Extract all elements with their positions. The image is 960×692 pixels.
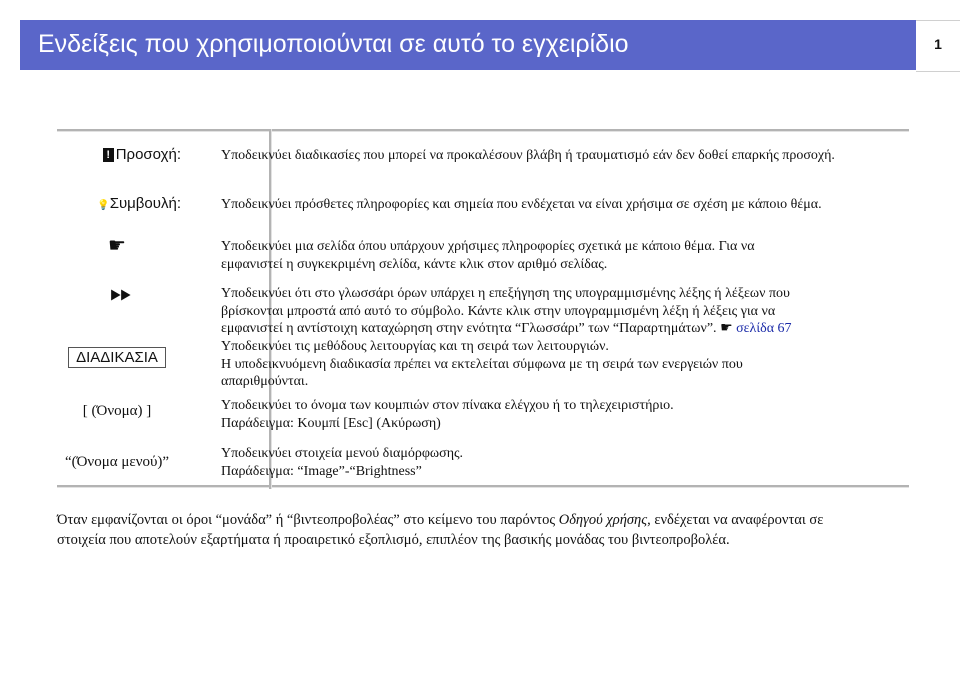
pointing-hand-icon: ☛ — [108, 233, 126, 257]
footer-note: Όταν εμφανίζονται οι όροι “μονάδα” ή “βιντεοπροβολέας” στο κείμενο του παρόντος Οδηγού χρήσης, ενδέχεται να αναφέρονται σε στοιχεία που αποτελούν εξαρτήματα ή προαιρετικό εξοπλισμό, επιπλέον της βασικής μονάδας του βιντεοπροβολέα. — [57, 512, 824, 548]
caution-icon: ! — [103, 148, 114, 162]
pointing-hand-icon: ☛ — [720, 320, 733, 336]
caution-label: ! Προσοχή: — [0, 146, 181, 163]
page-number-box — [916, 20, 960, 72]
table-top-rule — [57, 129, 909, 132]
procedure-description: Υποδεικνύει τις μεθόδους λειτουργίας και τη σειρά των λειτουργιών. Η υποδεικνυόμενη διαδικασία πρέπει να εκτελείται σύμφωνα με τη σειρά των ενεργειών που απαριθμούνται. — [221, 339, 743, 389]
table-bottom-rule — [57, 485, 909, 488]
notation-table — [57, 129, 909, 489]
tip-description: Υποδεικνύει πρόσθετες πληροφορίες και σημεία που ενδέχεται να είναι χρήσιμα σε σχέση με κάποιο θέμα. — [221, 197, 822, 212]
page-number: 1 — [934, 36, 942, 52]
lightbulb-icon: 💡 — [97, 200, 110, 211]
glossary-description: Υποδεικνύει ότι στο γλωσσάρι όρων υπάρχει η επεξήγηση της υπογραμμισμένης λέξης ή λέξεων που βρίσκονται μπροστά από αυτό το σύμβολο. Κάντε κλικ στην υπογραμμισμένη λέξη ή λέξεις για να εμφανιστεί η αντίστοιχη καταχώρηση στην ενότητα “Γλωσσάρι” των “Παραρτημάτων”. ☛ σελίδα 67 — [221, 286, 792, 336]
page-reference-description: Υποδεικνύει μια σελίδα όπου υπάρχουν χρήσιμες πληροφορίες σχετικά με κάποιο θέμα. Για να εμφανιστεί η συγκεκριμένη σελίδα, κάντε κλικ στον αριθμό σελίδας. — [221, 239, 755, 272]
glossary-arrows-icon: ⯈⯈ — [107, 284, 127, 308]
page-67-link[interactable]: σελίδα 67 — [736, 321, 792, 336]
menu-name-description: Υποδεικνύει στοιχεία μενού διαμόρφωσης. Παράδειγμα: “Image”-“Brightness” — [221, 446, 464, 479]
button-name-label: [ (Όνομα) ] — [82, 403, 152, 419]
page-header — [20, 20, 916, 70]
caution-description: Υποδεικνύει διαδικασίες που μπορεί να προκαλέσουν βλάβη ή τραυματισμό εάν δεν δοθεί επαρκής προσοχή. — [221, 148, 835, 163]
button-name-description: Υποδεικνύει το όνομα των κουμπιών στον πίνακα ελέγχου ή το τηλεχειριστήριο. Παράδειγμα: Κουμπί [Esc] (Ακύρωση) — [221, 398, 674, 431]
menu-name-label: “(Όνομα μενού)” — [64, 454, 170, 470]
tip-label: 💡Συμβουλή: — [97, 195, 181, 212]
procedure-label: ΔΙΑΔΙΚΑΣΙΑ — [17, 347, 217, 368]
page-title: Ενδείξεις που χρησιμοποιούνται σε αυτό το εγχειρίδιο — [38, 30, 629, 58]
